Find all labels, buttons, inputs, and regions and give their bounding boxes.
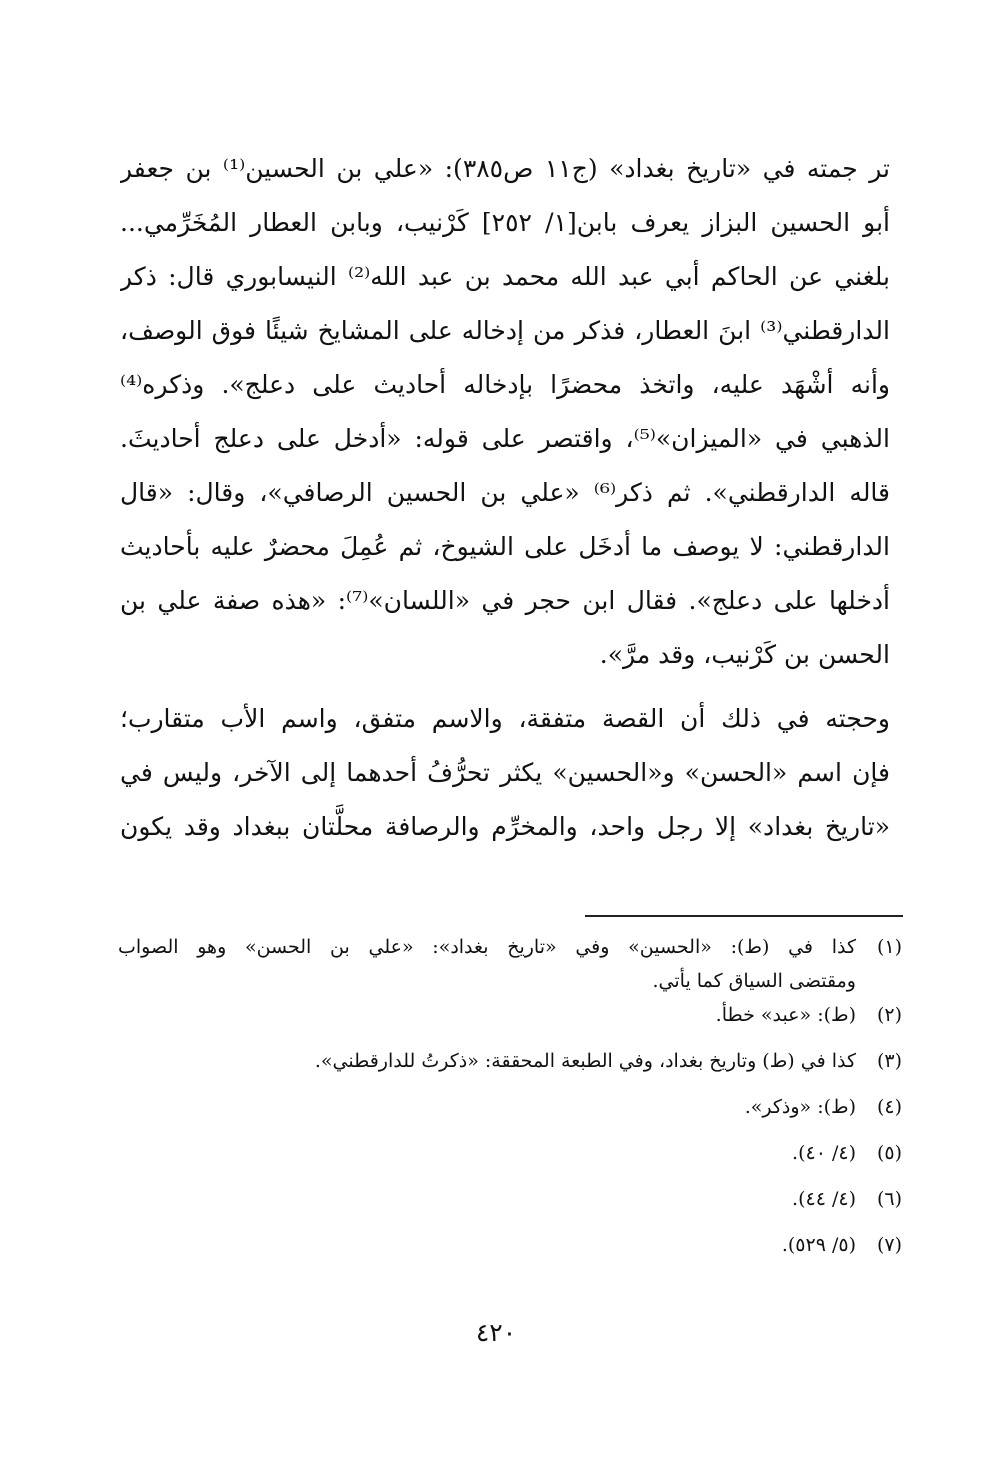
footnote-number: (٥) [876,1142,902,1164]
footnotes [118,930,902,1274]
footnote-6 [118,1182,902,1228]
text-line: فإن اسم «الحسن» و«الحسين» يكثر تحرُّفُ أحدهما إلى الآخر، وليس في [120,758,890,787]
text-line: الدارقطني⁽³⁾ ابنَ العطار، فذكر من إدخاله على المشايخ شيئًا فوق الوصف، [120,316,890,345]
paragraph-1 [120,142,890,682]
footnote-number: (٣) [876,1050,902,1072]
footnote-line: (٤/ ٤٤). [792,1188,856,1210]
footnote-text [118,1136,856,1170]
text-line: «تاريخ بغداد» إلا رجل واحد، والمخرِّم والرصافة محلَّتان ببغداد وقد يكون [120,812,890,841]
footnote-separator [585,915,903,917]
footnote-line: (٤/ ٤٠). [792,1142,856,1164]
footnote-text [118,1090,856,1124]
footnote-number: (٢) [876,1004,902,1026]
footnote-2 [118,998,902,1044]
text-line: وحجته في ذلك أن القصة متفقة، والاسم متفق، واسم الأب متقارب؛ [120,704,890,733]
footnote-text [118,998,856,1032]
text-line: أبو الحسين البزاز يعرف بابن[١/ ٢٥٢] كَرْنيب، وبابن العطار المُخَرِّمي... [120,208,890,237]
text-line: بلغني عن الحاكم أبي عبد الله محمد بن عبد الله⁽²⁾ النيسابوري قال: ذكر [120,262,890,291]
text-line: الدارقطني: لا يوصف ما أدخَل على الشيوخ، ثم عُمِلَ محضرٌ عليه بأحاديث [120,532,890,561]
footnote-3 [118,1044,902,1090]
footnote-text [118,930,856,998]
paragraph-2 [120,692,890,854]
footnote-line: كذا في (ط): «الحسين» وفي «تاريخ بغداد»: «علي بن الحسن» وهو الصواب [118,936,856,958]
text-line: الحسن بن كَرْنيب، وقد مرَّ». [599,640,890,669]
text-line: تر جمته في «تاريخ بغداد» (ج١١ ص٣٨٥): «علي بن الحسين⁽¹⁾ بن جعفر [120,154,890,183]
footnote-number: (١) [876,936,902,958]
footnote-4 [118,1090,902,1136]
footnote-line: (ط): «وذكر». [744,1096,856,1118]
footnote-line: (ط): «عبد» خطأ. [715,1004,856,1026]
footnote-line: (٥/ ٥٢٩). [781,1234,856,1256]
text-line: قاله الدارقطني». ثم ذكر⁽⁶⁾ «علي بن الحسين الرصافي»، وقال: «قال [120,478,890,507]
footnote-number: (٦) [876,1188,902,1210]
footnote-text [118,1182,856,1216]
text-line: وأنه أشْهَد عليه، واتخذ محضرًا بإدخاله أحاديث على دعلج». وذكره⁽⁴⁾ [120,370,890,399]
page-number: ٤٢٠ [475,1318,517,1347]
main-text [120,142,890,854]
paragraph-gap [120,682,890,692]
footnote-number: (٧) [876,1234,902,1256]
footnote-1 [118,930,902,998]
text-line: الذهبي في «الميزان»⁽⁵⁾، واقتصر على قوله: «أدخل على دعلج أحاديثَ. [120,424,890,453]
footnote-text [118,1044,856,1078]
footnote-line: ومقتضى السياق كما يأتي. [652,970,856,992]
footnote-7 [118,1228,902,1274]
footnote-5 [118,1136,902,1182]
text-line: أدخلها على دعلج». فقال ابن حجر في «اللسان»⁽⁷⁾: «هذه صفة علي بن [120,586,890,615]
footnote-text [118,1228,856,1262]
footnote-line: كذا في (ط) وتاريخ بغداد، وفي الطبعة المحققة: «ذكرتُ للدارقطني». [314,1050,856,1072]
footnote-number: (٤) [876,1096,902,1118]
